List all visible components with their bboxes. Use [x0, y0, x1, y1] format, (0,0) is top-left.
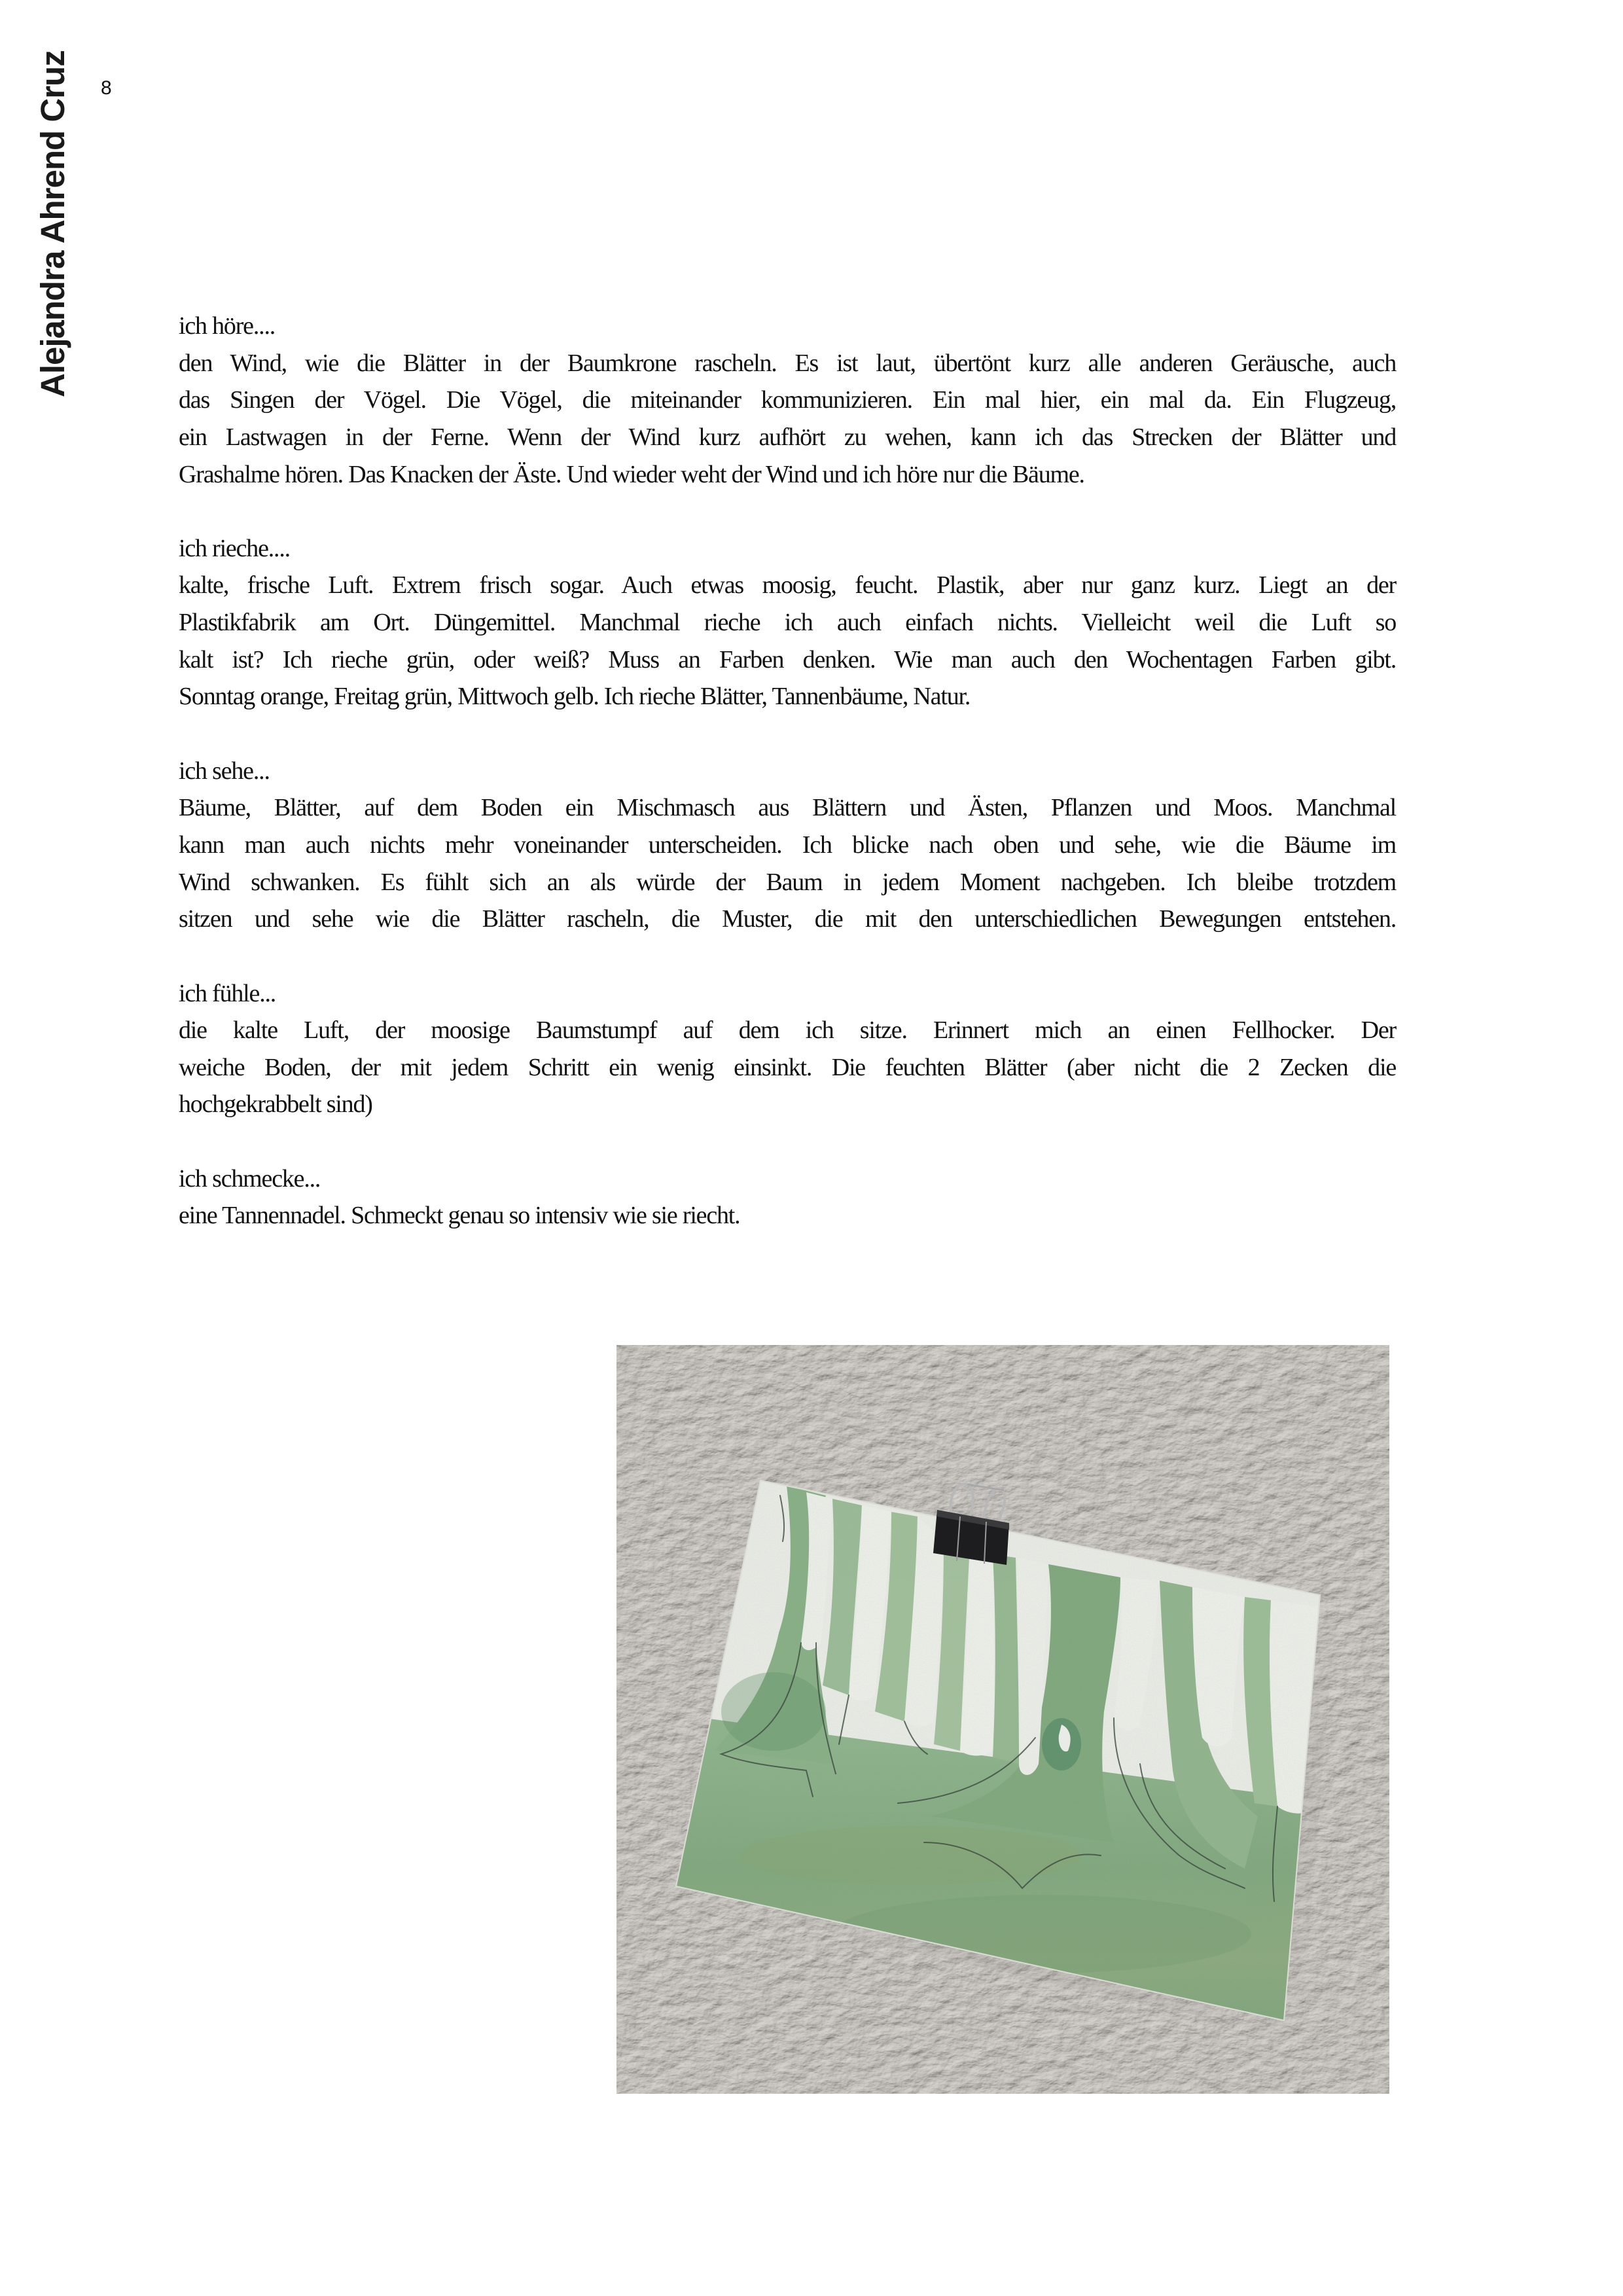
text-line: hochgekrabbelt sind) [179, 1090, 372, 1119]
text-line: Sonntag orange, Freitag grün, Mittwoch gelb. Ich rieche Blätter, Tannenbäume, Natur. [179, 683, 971, 711]
body-text [179, 308, 1396, 1234]
wash-blotch [741, 1826, 1081, 1885]
text-line: kann man auch nichts mehr voneinander unterscheiden. Ich blicke nach oben und sehe, wie die Bäume im [179, 831, 1396, 859]
paragraph-spacer [179, 938, 1396, 975]
page-number: 8 [101, 77, 112, 99]
author-name-vertical: Alejandra Ahrend Cruz [34, 50, 71, 397]
section-heading: ich höre.... [179, 312, 276, 340]
text-line: Grashalme hören. Das Knacken der Äste. Und wieder weht der Wind und ich höre nur die Bäume. [179, 460, 1084, 488]
text-line: weiche Boden, der mit jedem Schritt ein wenig einsinkt. Die feuchten Blätter (aber nicht die 2 Zecken die [179, 1053, 1396, 1081]
text-line: Wind schwanken. Es fühlt sich an als würde der Baum in jedem Moment nachgeben. Ich bleibe trotzdem [179, 868, 1396, 896]
text-line: sitzen und sehe wie die Blätter rascheln, die Muster, die mit den unterschiedlichen Bewegungen entstehen. [179, 905, 1396, 933]
wash-blotch [721, 1672, 826, 1751]
section-heading: ich schmecke... [179, 1164, 321, 1193]
text-line: die kalte Luft, der moosige Baumstumpf auf dem ich sitze. Erinnert mich an einen Fellhocker. Der [179, 1016, 1396, 1045]
paragraph-spacer [179, 1123, 1396, 1160]
text-line: den Wind, wie die Blätter in der Baumkrone rascheln. Es ist laut, übertönt kurz alle anderen Geräusche, auch [179, 349, 1396, 377]
paragraph-spacer [179, 715, 1396, 753]
text-line: kalt ist? Ich rieche grün, oder weiß? Muss an Farben denken. Wie man auch den Wochentagen Farben gibt. [179, 645, 1396, 673]
text-line: kalte, frische Luft. Extrem frisch sogar. Auch etwas moosig, feucht. Plastik, aber nur ganz kurz. Liegt an der [179, 571, 1396, 600]
text-line: eine Tannennadel. Schmeckt genau so intensiv wie sie riecht. [179, 1202, 740, 1230]
text-line: das Singen der Vögel. Die Vögel, die miteinander kommunizieren. Ein mal hier, ein mal da. Ein Flugzeug, [179, 386, 1396, 414]
section-heading: ich rieche.... [179, 534, 290, 562]
paragraph-spacer [179, 493, 1396, 530]
text-line: Plastikfabrik am Ort. Düngemittel. Manchmal rieche ich auch einfach nichts. Vielleicht weil die Luft so [179, 609, 1396, 637]
section-heading: ich sehe... [179, 757, 270, 785]
section-heading: ich fühle... [179, 979, 276, 1007]
text-line: Bäume, Blätter, auf dem Boden ein Mischmasch aus Blättern und Ästen, Pflanzen und Moos. Manchmal [179, 794, 1396, 822]
text-line: ein Lastwagen in der Ferne. Wenn der Wind kurz aufhört zu wehen, kann ich das Strecken der Blätter und [179, 423, 1396, 451]
watercolor-painting-photo [616, 1345, 1389, 2094]
artwork-photo [616, 1345, 1389, 2094]
